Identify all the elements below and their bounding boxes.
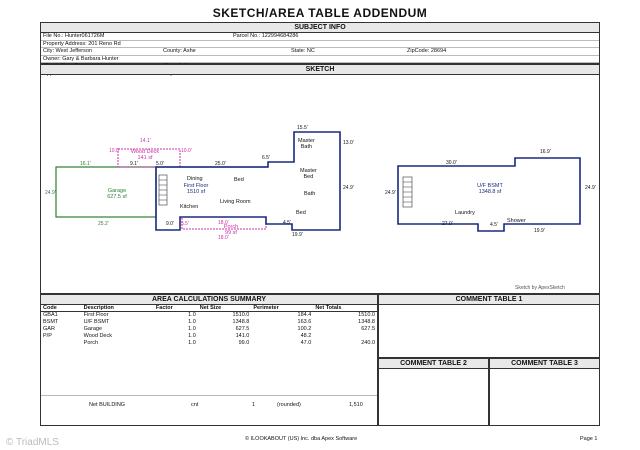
table-row: [41, 326, 377, 333]
subject-row-1: [41, 33, 599, 41]
dim-label: 16.1': [80, 161, 91, 167]
dim-label: 19.9': [534, 228, 545, 234]
cell-net-size: 141.0: [235, 333, 250, 339]
table-row: [41, 312, 377, 320]
dim-label: 18.0': [218, 220, 229, 226]
col-header: Net Totals: [313, 305, 377, 312]
cell-net-total: 1510.0: [358, 312, 375, 318]
floor-plan-sketch: [40, 74, 600, 294]
dim-label: 6.5': [262, 155, 270, 161]
shower-label: Shower: [507, 218, 526, 224]
cell-net-size: 99.0: [238, 340, 250, 346]
sketch-credit: Sketch by ApexSketch: [515, 285, 565, 291]
cell-description: U/F BSMT: [83, 319, 110, 325]
comment-table-1: [378, 294, 600, 358]
dim-label: 24.9': [343, 185, 354, 191]
cell-factor: 1.0: [188, 333, 196, 339]
col-header: Description: [82, 305, 154, 312]
dim-label: 10.0': [109, 148, 120, 154]
dim-label: 24.9': [45, 190, 56, 196]
net-building-row: [41, 395, 377, 408]
basement-label: U/F BSMT 1348.8 sf: [477, 183, 503, 195]
kitchen-label: Kitchen: [180, 204, 199, 210]
dim-label: 30.0': [446, 160, 457, 166]
county: County: Ashe: [163, 48, 196, 54]
cell-factor: 1.0: [188, 340, 196, 346]
cell-code: P/P: [43, 333, 52, 339]
net-building-count: 1: [252, 402, 256, 408]
cell-net-total: [313, 333, 377, 340]
cell-code: GBA1: [43, 312, 58, 318]
cell-net-total: 240.0: [361, 340, 375, 346]
dim-label: 25.0': [215, 161, 226, 167]
col-header: Code: [41, 305, 82, 312]
dim-label: 27.0': [442, 221, 453, 227]
master-bath-label: Master Bath: [298, 138, 315, 150]
dim-label: 15.5': [297, 125, 308, 131]
cell-net-total: 627.5: [361, 326, 375, 332]
cell-net-size: 627.5: [235, 326, 250, 332]
dim-label: 24.9': [585, 185, 596, 191]
dim-label: 19.9': [292, 232, 303, 238]
cell-perimeter: 100.2: [297, 326, 312, 332]
cell-factor: 1.0: [188, 312, 196, 318]
city: City: West Jefferson: [43, 48, 93, 54]
cell-perimeter: 47.0: [300, 340, 312, 346]
dim-label: 9.0': [166, 221, 174, 227]
dim-label: 5.0': [156, 161, 164, 167]
garage-label: Garage 627.5 sf: [107, 188, 127, 200]
state: State: NC: [291, 48, 315, 54]
cell-code: BSMT: [43, 319, 59, 325]
col-header: Net Size: [198, 305, 252, 312]
cell-description: First Floor: [83, 312, 109, 318]
bed-label-2: Bed: [296, 210, 306, 216]
bath-label: Bath: [304, 191, 316, 197]
first-floor-label: First Floor 1510 sf: [183, 183, 209, 195]
living-room-label: Living Room: [220, 199, 251, 205]
subject-row-2: [41, 41, 599, 49]
copyright-text: © ILOOKABOUT (US) Inc. dba Apex Software: [245, 436, 358, 442]
wood-deck-label: Wood Deck 141 sf: [130, 149, 160, 161]
file-no: File No.: Hunter061726M: [43, 33, 105, 39]
dining-label: Dining: [187, 176, 203, 182]
table-row: [41, 340, 377, 347]
comment-table-3: [489, 358, 600, 426]
triadmls-watermark: © TriadMLS: [6, 437, 59, 448]
cell-description: Wood Deck: [83, 333, 112, 339]
owner: Owner: Gary & Barbara Hunter: [43, 55, 119, 62]
cell-code: [41, 340, 82, 347]
comment-table-2-header: COMMENT TABLE 2: [379, 359, 488, 369]
area-calculations-table: [41, 305, 377, 347]
laundry-label: Laundry: [455, 210, 475, 216]
comment-table-1-header: COMMENT TABLE 1: [379, 295, 599, 305]
dim-label: 13.0': [343, 140, 354, 146]
subject-info-header: SUBJECT INFO: [41, 23, 599, 33]
page-title: SKETCH/AREA TABLE ADDENDUM: [212, 6, 428, 20]
table-header-row: [41, 305, 377, 312]
cell-description: Porch: [83, 340, 99, 346]
subject-row-4: [41, 56, 599, 64]
property-address: Property Address: 201 Reno Rd: [43, 40, 121, 47]
subject-row-3: [41, 48, 599, 56]
area-calculations-header: AREA CALCULATIONS SUMMARY: [41, 295, 377, 305]
page-number: Page 1: [580, 436, 598, 442]
comment-table-2: [378, 358, 489, 426]
net-building-total: 1,510: [349, 402, 363, 408]
cell-code: GAR: [43, 326, 55, 332]
net-building-unit: cnt: [191, 402, 199, 408]
table-row: [41, 319, 377, 326]
col-header: Perimeter: [251, 305, 313, 312]
cell-factor: 1.0: [188, 319, 196, 325]
dim-label: 14.1': [140, 138, 151, 144]
dim-label: 18.0': [218, 235, 229, 241]
area-calculations-section: [40, 294, 378, 426]
cell-perimeter: 184.4: [297, 312, 312, 318]
net-building-perimeter: (rounded): [277, 402, 301, 408]
parcel-no: Parcel No.: 122994684286: [233, 33, 299, 39]
dim-label: 16.9': [540, 149, 551, 155]
col-header: Factor: [154, 305, 198, 312]
dim-label: 5.5': [181, 221, 189, 227]
cell-perimeter: 163.6: [297, 319, 312, 325]
comment-table-3-header: COMMENT TABLE 3: [490, 359, 599, 369]
dim-label: 24.9': [385, 190, 396, 196]
cell-perimeter: 48.2: [300, 333, 312, 339]
zip-code: ZipCode: 28694: [407, 48, 447, 54]
cell-net-size: 1348.8: [232, 319, 250, 325]
sketch-header: SKETCH: [41, 65, 599, 75]
subject-info-section: [40, 22, 600, 64]
porch-label: Porch 99 sf: [223, 224, 239, 236]
net-building-label: Net BUILDING: [89, 402, 126, 408]
bed-label-1: Bed: [234, 177, 244, 183]
master-bed-label: Master Bed: [300, 168, 317, 180]
dim-label: 25.2': [98, 221, 109, 227]
dim-label: 9.1': [130, 161, 138, 167]
table-row: [41, 333, 377, 340]
cell-net-total: 1348.8: [358, 319, 375, 325]
dim-label: 4.5': [283, 220, 291, 226]
cell-net-size: 1510.0: [232, 312, 250, 318]
cell-factor: 1.0: [188, 326, 196, 332]
dim-label: 10.0': [181, 148, 192, 154]
cell-description: Garage: [83, 326, 103, 332]
dim-label: 4.5': [490, 222, 498, 228]
